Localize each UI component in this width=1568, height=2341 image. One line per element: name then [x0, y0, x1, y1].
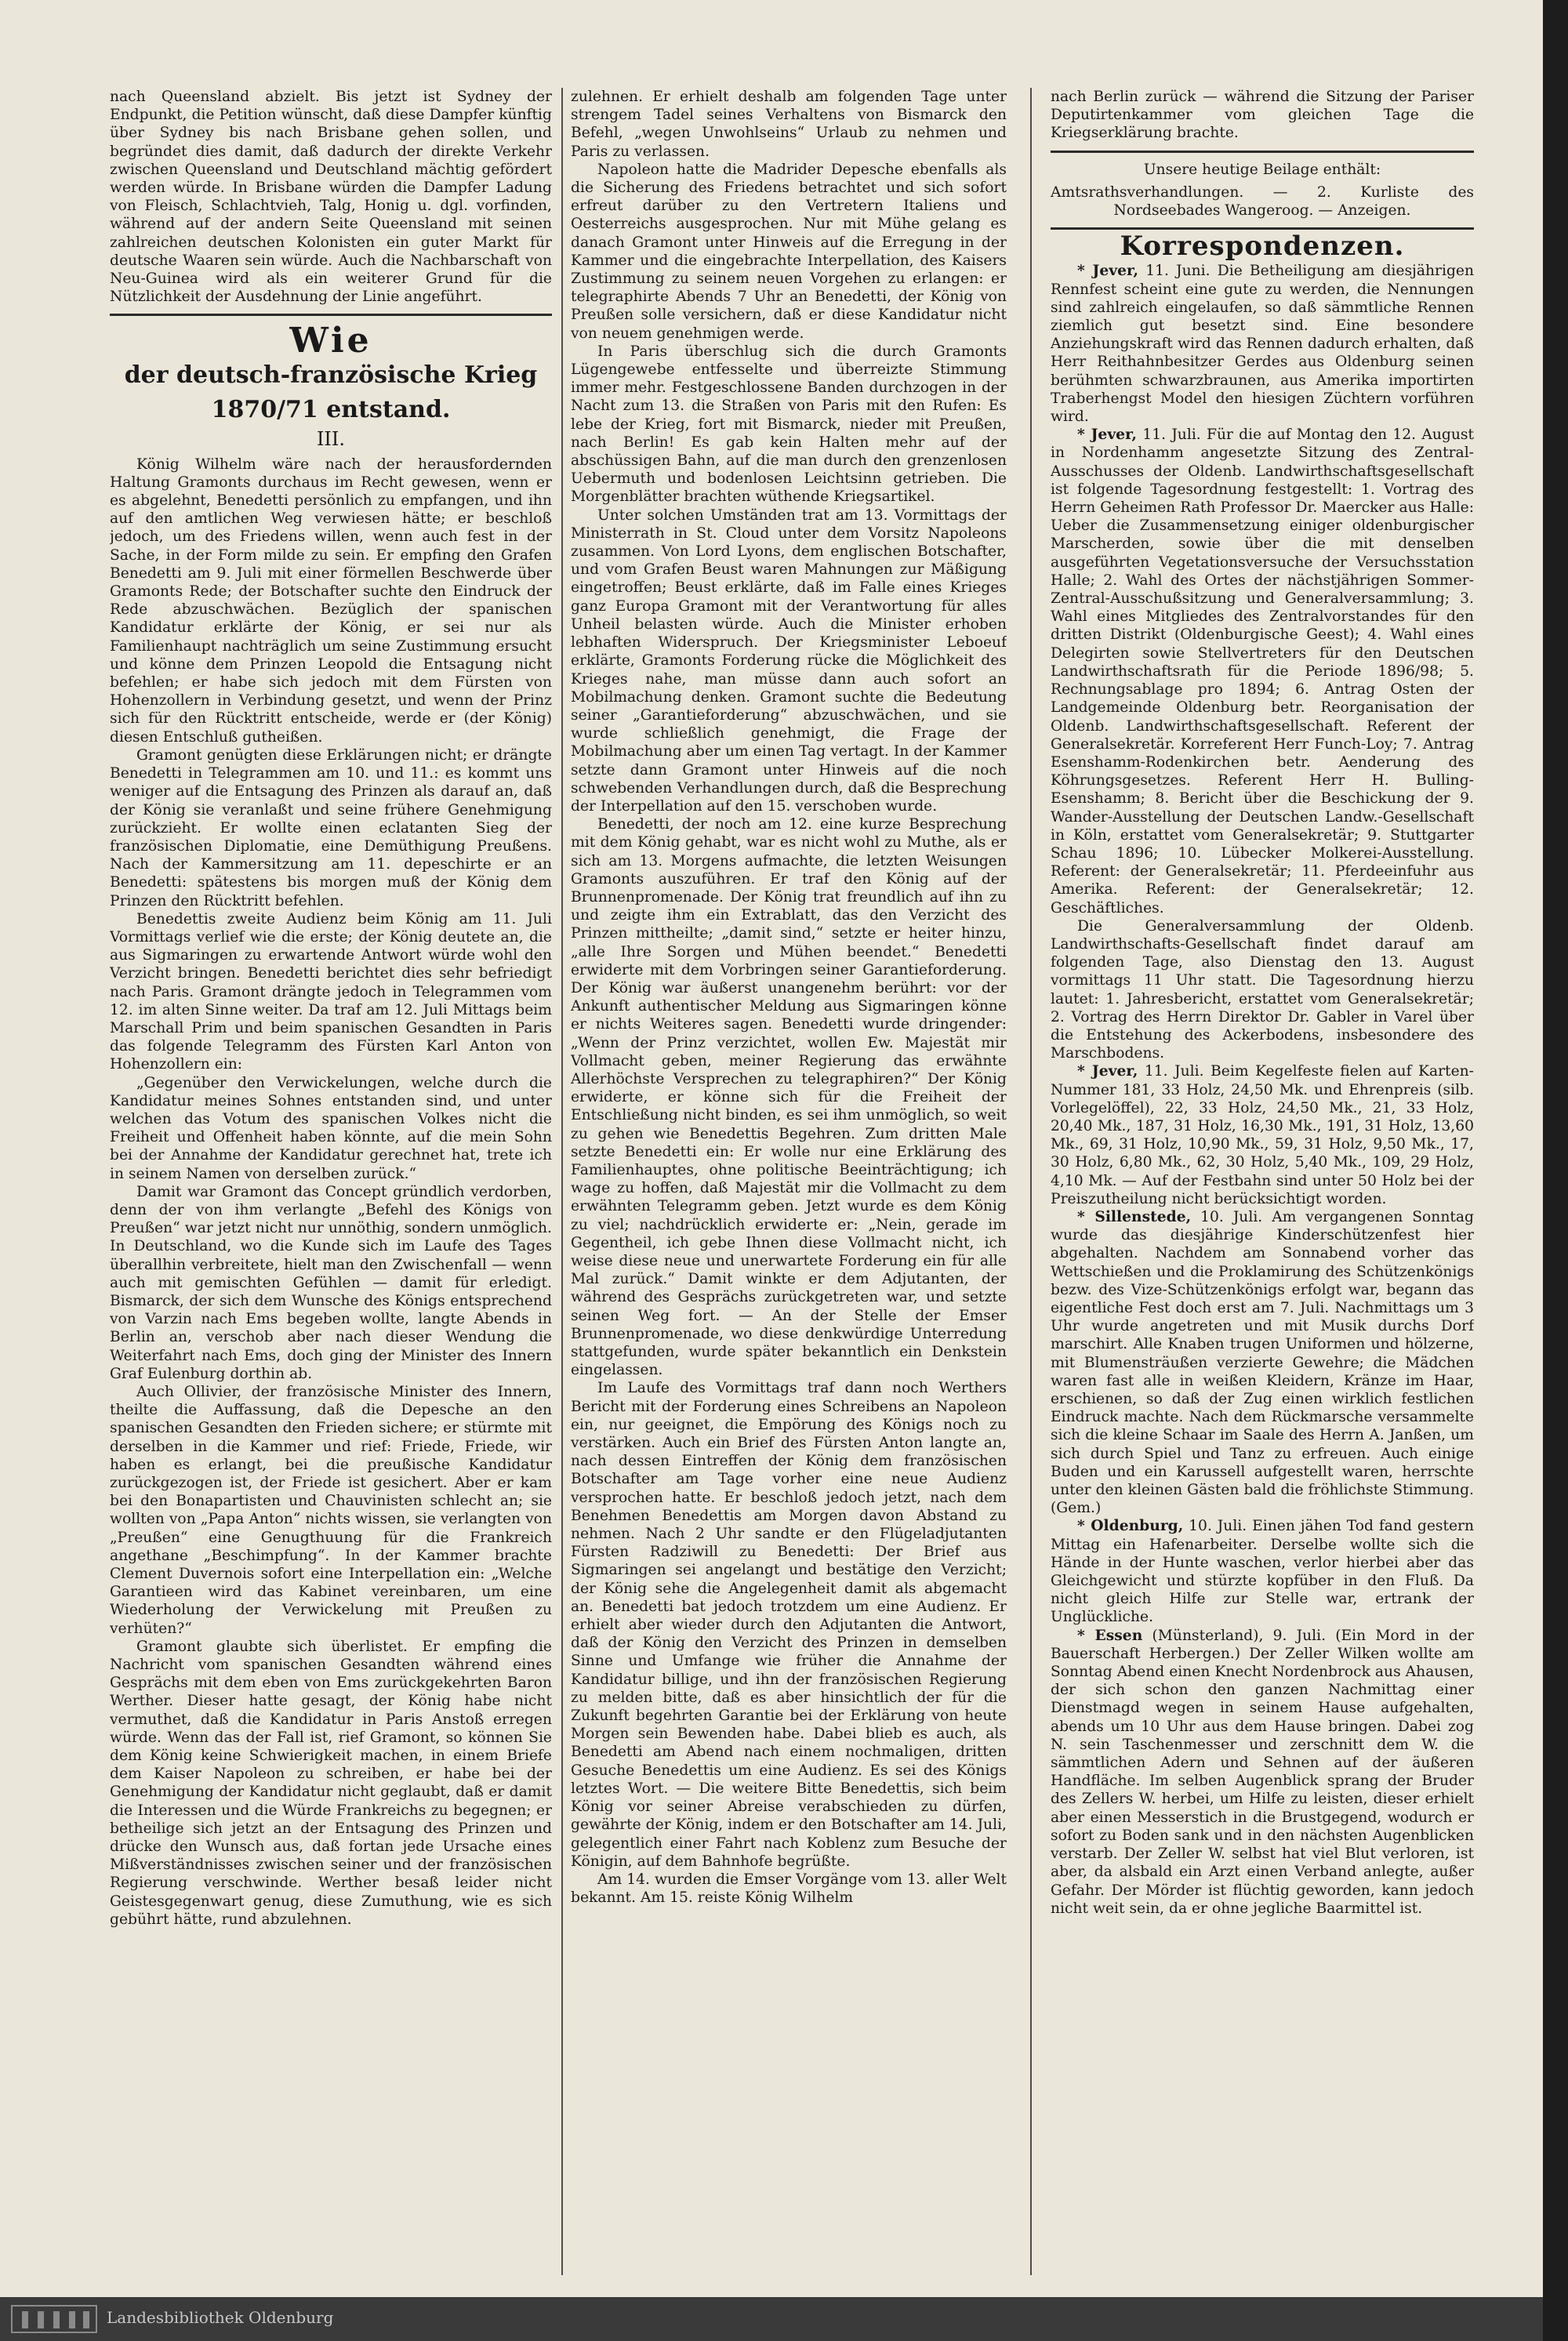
- paragraph: Auch Ollivier, der französische Minister des Innern, theilte die Auffassung, daß die Depesche an den spanischen Gesandten den Frieden sichere; er stürmte mit derselben in die Kammer und rief: Friede, Friede, wir haben es erlangt, bei die preußische Kandidatur zurückgezogen ist, der Friede ist gesichert. Aber er kam bei den Bonapartisten und Chauvinisten schlecht an; sie wollten von „Papa Anton“ nichts wissen, sie verlangten von „Preußen“ eine Genugthuung für die Frankreich angethane „Beschimpfung“. In der Kammer brachte Clement Duvernois sofort eine Interpellation ein: „Welche Garantieen wird das Kabinet vereinbaren, um eine Wiederholung der Verwickelung mit Preußen zu verhüten?“: [110, 1384, 552, 1637]
- scan-edge: [1543, 0, 1568, 2341]
- column-1: [110, 88, 552, 2283]
- supplement-notice: [1051, 161, 1474, 220]
- column-rule: [1030, 88, 1032, 2275]
- column-3: [1051, 88, 1474, 2283]
- divider: [1051, 151, 1474, 153]
- item-text: 10. Juli. Einen jähen Tod fand gestern Mittag ein Hafenarbeiter. Derselbe wollte sich die Hände in der Hunte waschen, verlor hierbei aber das Gleichgewicht und stürzte kopfüber in den Fluß. Da nicht gleich Hilfe zur Stelle war, ertrank der Unglückliche.: [1051, 1518, 1474, 1626]
- article-title: [110, 321, 552, 427]
- article-title-line-2: der deutsch-französische Krieg 1870/71 entstand.: [124, 361, 538, 424]
- paragraph: Benedettis zweite Audienz beim König am 11. Juli Vormittags verlief wie die erste; der König deutete an, die aus Sigmaringen zu erwartende Antwort würde wohl den Verzicht bringen. Benedetti berichtet dies sehr befriedigt nach Paris. Gramont drängte jedoch in Telegrammen vom 12. im alten Sinne weiter. Da traf am 12. Juli Mittags beim Marschall Prim und beim spanischen Gesandten in Paris das folgende Telegramm des Fürsten Karl Anton von Hohenzollern ein:: [110, 910, 552, 1073]
- paragraph: Am 14. wurden die Emser Vorgänge vom 13. aller Welt bekannt. Am 15. reiste König Wilhelm: [571, 1871, 1007, 1907]
- supplement-notice-body: Amtsrathsverhandlungen. — 2. Kurliste des Nordseebades Wangeroog. — Anzeigen.: [1051, 183, 1474, 220]
- dateline: * Oldenburg,: [1077, 1517, 1184, 1535]
- dateline: * Jever,: [1077, 262, 1138, 280]
- column-2: [571, 88, 1007, 2283]
- correspondence-item: [1051, 426, 1474, 916]
- correspondence-item: [1051, 1627, 1474, 1918]
- correspondence-item: [1051, 1517, 1474, 1626]
- article-fragment: nach Queensland abzielt. Bis jetzt ist Sydney der Endpunkt, die Petition wünscht, daß diese Dampfer künftig über Sydney bis nach Brisbane gehen sollen, und begründet dies damit, daß dadurch der direkte Verkehr zwischen Queensland und Deutschland mächtig gefördert werden würde. In Brisbane würden die Dampfer Ladung von Fleisch, Schlachtvieh, Talg, Honig u. dgl. vorfinden, während auf der andern Seite Queensland mit seinen zahlreichen deutschen Kolonisten ein guter Markt für deutsche Waaren sein würde. Auch die Nachbarschaft von Neu-Guinea wird als ein weiterer Grund für die Nützlichkeit der Ausdehnung der Linie angeführt.: [110, 89, 552, 306]
- paragraph: Gramont genügten diese Erklärungen nicht; er drängte Benedetti in Telegrammen am 10. und 11.: es kommt uns weniger auf die Entsagung des Prinzen als darauf an, daß der König sie veranlaßt und seine frühere Genehmigung zurückzieht. Er wollte einen eclatanten Sieg der französischen Diplomatie, eine Demüthigung Preußens. Nach der Kammersitzung am 11. depeschirte er an Benedetti: spätestens bis morgen muß der König dem Prinzen den Rücktritt befehlen.: [110, 746, 552, 909]
- correspondence-item: [1051, 1208, 1474, 1517]
- correspondence-item: [1051, 262, 1474, 426]
- item-text: (Münsterland), 9. Juli. (Ein Mord in der Bauerschaft Herbergen.) Der Zeller Wilken wollte am Sonntag Abend einen Knecht Nordenbrock aus Ahausen, der sich schon den ganzen Nachmittag einer Dienstmagd wegen in seinem Hause aufgehalten, abends um 10 Uhr aus dem Hause bringen. Dabei zog N. sein Taschenmesser und zerschnitt dem W. die sämmtlichen Adern und Sehnen auf der äußeren Handfläche. Im selben Augenblick sprang der Bruder des Zellers W. herbei, um Hilfe zu leisten, dieser erhielt aber einen Messerstich in die Brustgegend, wodurch er sofort zu Boden sank und in den nächsten Augenblicken verstarb. Der Zeller W. selbst hat viel Blut verloren, ist aber, da alsbald ein Arzt einen Verband anlegte, außer Gefahr. Der Mörder ist flüchtig geworden, kann jedoch nicht weit sein, da er ohne jegliche Baarmittel ist.: [1051, 1627, 1474, 1917]
- paragraph: Die Generalversammlung der Oldenb. Landwirthschafts-Gesellschaft findet darauf am folgenden Tage, also Dienstag den 13. August vormittags 11 Uhr statt. Die Tagesordnung hierzu lautet: 1. Jahresbericht, erstattet vom Generalsekretär; 2. Vortrag des Herrn Direktor Dr. Gabler in Varel über die Entstehung des Ackerbodens, insbesondere des Marschbodens.: [1051, 917, 1474, 1062]
- paragraph: Damit war Gramont das Concept gründlich verdorben, denn der von ihm verlangte „Befehl des Königs von Preußen“ war jetzt nicht nur unnöthig, sondern unmöglich. In Deutschland, wo die Kunde sich im Laufe des Tages überallhin verbreitete, hielt man den Zwischenfall — wenn auch mit gemischten Gefühlen — damit für erledigt. Bismarck, der sich dem Wunsche des Königs entsprechend von Varzin nach Ems begeben wollte, langte Abends in Berlin an, verschob aber nach dieser Wendung die Weiterfahrt nach Ems, doch ging der Minister des Innern Graf Eulenburg dorthin ab.: [110, 1183, 552, 1382]
- paragraph: Napoleon hatte die Madrider Depesche ebenfalls als die Sicherung des Friedens betrachtet und sich sofort erfreut darüber zu den Vertretern Italiens und Oesterreichs ausgesprochen. Nur mit Mühe gelang es danach Gramont unter Hinweis auf die Erregung in der Kammer und die eingebrachte Interpellation, des Kaisers Zustimmung zu seinem neuen Vorgehen zu erlangen: er telegraphirte Abends 7 Uhr an Benedetti, der König von Preußen solle versichern, daß er diese Kandidatur nicht von neuem genehmigen werde.: [571, 161, 1007, 342]
- paragraph: In Paris überschlug sich die durch Gramonts Lügengewebe entfesselte und überreizte Stimmung immer mehr. Festgeschlossene Banden durchzogen in der Nacht zum 13. die Straßen von Paris mit den Rufen: Es lebe der Krieg, fort mit Bismarck, nieder mit Preußen, nach Berlin! Es gab kein Halten mehr auf der abschüssigen Bahn, auf die man durch den grenzenlosen Uebermuth und bodenlosen Leichtsinn getrieben. Die Morgenblätter brachten wüthende Kriegsartikel.: [571, 343, 1007, 506]
- quote-paragraph: „Gegenüber den Verwickelungen, welche durch die Kandidatur meines Sohnes entstanden sind, und unter welchen das Votum des spanischen Volkes nicht die Freiheit und Offenheit haben könnte, auf die mein Sohn bei der Annahme der Kandidatur gerechnet hat, trete ich in seinem Namen von derselben zurück.“: [110, 1074, 552, 1182]
- dateline: * Jever,: [1077, 1062, 1138, 1080]
- paragraph: nach Berlin zurück — während die Sitzung der Pariser Deputirtenkammer vom gleichen Tage die Kriegserklärung brachte.: [1051, 89, 1474, 142]
- item-text: 11. Juni. Die Betheiligung am diesjährigen Rennfest scheint eine gute zu werden, die Nennungen sind zahlreich eingelaufen, so daß sämmtliche Rennen ziemlich gut besetzt sind. Eine besondere Anziehungskraft wird das Rennen dadurch erhalten, daß Herr Reithahnbesitzer Gerdes aus Oldenburg seinen berühmten schwarzbraunen, aus Amerika importirten Traberhengst Model den hiesigen Züchtern vorführen wird.: [1051, 263, 1474, 426]
- paragraph: Benedetti, der noch am 12. eine kurze Besprechung mit dem König gehabt, war es nicht wohl zu Muthe, als er sich am 13. Morgens aufmachte, die letzten Weisungen Gramonts auszuführen. Er traf den König auf der Brunnenpromenade. Der König trat freundlich auf ihn zu und zeigte ihm ein Extrablatt, das den Verzicht des Prinzen mittheilte; „damit sind,“ setzte er heiter hinzu, „alle Ihre Sorgen und Mühen beendet.“ Benedetti erwiderte mit dem Vorbringen seiner Garantieforderung. Der König war äußerst unangenehm berührt: vor der Ankunft authentischer Meldung aus Sigmaringen könne er nichts Weiteres sagen. Benedetti wurde dringender: „Wenn der Prinz verzichtet, wollen Ew. Majestät mir Vollmacht geben, meiner Regierung das erwähnte Allerhöchste Versprechen zu telegraphiren?“ Der König erwiderte, er könne sich für die Freiheit der Entschließung nicht binden, es sei ihm unmöglich, so weit zu gehen wie Benedettis Begehren. Zum dritten Male setzte Benedetti ein: Er wolle nur eine Erklärung des Familienhauptes, ohne politische Beeinträchtigung; ich wage zu hoffen, daß Majestät mir die Vollmacht zu dem erwähnten Telegramm geben. Jetzt wurde es dem König zu viel; nachdrücklich erwiderte er: „Nein, gerade im Gegentheil, ich gebe Ihnen diese Vollmacht nicht, ich weise diese neue und unerwartete Forderung ein für alle Mal zurück.“ Damit winkte er dem Adjutanten, der während des Gesprächs zurückgetreten war, und setzte seinen Weg fort. — An der Stelle der Emser Brunnenpromenade, wo diese denkwürdige Unterredung stattgefunden, wurde später bekanntlich ein Denkstein eingelassen.: [571, 816, 1007, 1379]
- item-text: 11. Juli. Beim Kegelfeste fielen auf Karten-Nummer 181, 33 Holz, 24,50 Mk. und Ehrenpreis (silb. Vorlegelöffel), 22, 33 Holz, 24,50 Mk., 21, 33 Holz, 20,40 Mk., 187, 31 Holz, 16,30 Mk., 191, 31 Holz, 13,60 Mk., 69, 31 Holz, 10,90 Mk., 59, 31 Holz, 9,50 Mk., 17, 30 Holz, 6,80 Mk., 62, 30 Holz, 5,40 Mk., 109, 29 Holz, 4,10 Mk. — Auf der Festbahn sind unter 50 Holz bei der Preiszutheilung nicht berücksichtigt worden.: [1051, 1063, 1474, 1207]
- correspondence-item: [1051, 1062, 1474, 1208]
- article-title-line-1: Wie: [289, 321, 372, 361]
- dateline: * Jever,: [1077, 426, 1138, 444]
- paragraph: Unter solchen Umständen trat am 13. Vormittags der Ministerrath in St. Cloud unter dem Vorsitz Napoleons zusammen. Von Lord Lyons, dem englischen Botschafter, und vom Grafen Beust waren Mahnungen zur Mäßigung eingetroffen; Beust erklärte, daß im Falle eines Krieges ganz Europa Gramont mit der Verantwortung für alles Unheil belasten würde. Auch die Minister erhoben lebhaften Widerspruch. Der Kriegsminister Leboeuf erklärte, Gramonts Forderung rücke die Möglichkeit des Krieges nahe, man müsse dann auch sofort an Mobilmachung denken. Gramont suchte die Bedeutung seiner „Garantieforderung“ abzuschwächen, und sie wurde schließlich genehmigt, die Frage der Mobilmachung aber um einen Tag vertagt. In der Kammer setzte dann Gramont unter Hinweis auf die noch schwebenden Verhandlungen durch, daß die Besprechung der Interpellation auf den 15. verschoben wurde.: [571, 506, 1007, 815]
- divider: [110, 314, 552, 316]
- column-rule: [561, 88, 563, 2275]
- paragraph: Gramont glaubte sich überlistet. Er empfing die Nachricht vom spanischen Gesandten während eines Gesprächs mit dem eben von Ems zurückgekehrten Baron Werther. Dieser hatte gesagt, der König habe nicht vermuthet, daß die Kandidatur in Paris Anstoß erregen würde. Wenn das der Fall ist, rief Gramont, so können Sie dem König keine Schwierigkeit machen, in einem Briefe dem Kaiser Napoleon zu schreiben, er habe bei der Genehmigung der Kandidatur nicht geglaubt, daß er damit die Interessen und die Würde Frankreichs zu begegnen; er betheilige sich jetzt an der Entsagung des Prinzen und drücke den Wunsch aus, daß fortan jede Ursache eines Mißverständnisses zwischen seiner und der französischen Regierung verschwinde. Werther besaß leider nicht Geistesgegenwart genug, diese Zumuthung, wie es sich gebührt hätte, rund abzulehnen.: [110, 1638, 552, 1928]
- footer-bar: [0, 2297, 1543, 2341]
- supplement-notice-title: Unsere heutige Beilage enthält:: [1143, 161, 1381, 178]
- section-title: Korrespondenzen.: [1120, 230, 1405, 263]
- article-part-number: III.: [316, 428, 346, 451]
- divider: [1051, 227, 1474, 230]
- item-text: 11. Juli. Für die auf Montag den 12. August in Nordenhamm angesetzte Sitzung des Zentral-Ausschusses der Oldenb. Landwirthschaftsgesellschaft ist folgende Tagesordnung festgestellt: 1. Vortrag des Herrn Geheimen Rath Professor Dr. Maercker aus Halle: Ueber die Zusammensetzung einiger oldenburgischer Marscherden, sowie über die mit denselben ausgeführten Vegetationsversuche der Versuchsstation Halle; 2. Wahl des Ortes der nächstjährigen Sommer-Zentral-Ausschußsitzung und Generalversammlung; 3. Wahl eines Mitgliedes des Zentralvorstandes für den dritten Distrikt (Oldenburgische Geest); 4. Wahl eines Delegirten sowie Stellvertreters für den Deutschen Landwirthschaftsrath für die Periode 1896/98; 5. Rechnungsablage pro 1894; 6. Antrag Osten der Landgemeinde Oldenburg betr. Reorganisation der Oldenb. Landwirthschaftsgesellschaft. Referent der Generalsekretär. Korreferent Herr Funch-Loy; 7. Antrag Esenshamm-Rodenkirchen betr. Aenderung des Köhrungsgesetzes. Referent Herr H. Bulling-Esenshamm; 8. Bericht über die Beschickung der 9. Wander-Ausstellung der Deutschen Landw.-Gesellschaft in Köln, erstattet vom Generalsekretär; 9. Stuttgarter Schau 1896; 10. Lübecker Molkerei-Ausstellung. Referent: der Generalsekretär; 11. Pferdeeinfuhr aus Amerika. Referent: der Generalsekretär; 12. Geschäftliches.: [1051, 426, 1474, 916]
- library-building-icon: [11, 2305, 97, 2333]
- library-credit: Landesbibliothek Oldenburg: [107, 2308, 334, 2327]
- dateline: * Sillenstede,: [1077, 1207, 1192, 1225]
- item-text: 10. Juli. Am vergangenen Sonntag wurde das diesjährige Kinderschützenfest hier abgehalten. Nachdem am Sonnabend vorher das Wettschießen und die Proklamirung des Schützenkönigs bezw. des Vize-Schützenkönigs erfolgt war, begann das eigentliche Fest doch erst am 7. Juli. Nachmittags um 3 Uhr wurde angetreten und mit Musik durchs Dorf marschirt. Alle Knaben trugen Uniformen und hölzerne, mit Blumensträußen verzierte Gewehre; die Mädchen waren fast alle in weißen Kleidern, Kränze im Haar, erschienen, so daß der Zug einen wirklich festlichen Eindruck machte. Nach dem Rückmarsche versammelte sich die kleine Schaar im Saale des Herrn A. Janßen, um sich durch Spiel und Tanz zu erfreuen. Auch einige Buden und ein Karussell aufgestellt waren, herrschte unter den kleinen Gästen bald die fröhlichste Stimmung. (Gem.): [1051, 1208, 1474, 1517]
- paragraph: zulehnen. Er erhielt deshalb am folgenden Tage unter strengem Tadel seines Verhaltens von Bismarck den Befehl, „wegen Unwohlseins“ Urlaub zu nehmen und Paris zu verlassen.: [571, 89, 1007, 160]
- dateline: * Essen: [1077, 1626, 1143, 1644]
- paragraph: König Wilhelm wäre nach der herausfordernden Haltung Gramonts durchaus im Recht gewesen, wenn er es abgelehnt, Benedetti persönlich zu empfangen, und ihn auf den amtlichen Weg verwiesen hätte; er beschloß jedoch, um des Friedens willen, wenn auch fest in der Sache, in der Form milde zu sein. Er empfing den Grafen Benedetti am 9. Juli mit einer förmellen Beschwerde über Gramonts Rede; der Botschafter suchte den Eindruck der Rede abzuschwächen. Bezüglich der spanischen Kandidatur erklärte der König, er sei nur als Familienhaupt nachträglich um seine Zustimmung ersucht und könne dem Prinzen Leopold die Entsagung nicht befehlen; er habe sich jedoch mit dem Fürsten von Hohenzollern in Verbindung gesetzt, und wenn der Prinz sich für den Rücktritt entscheide, werde er (der König) diesen Entschluß gutheißen.: [110, 455, 552, 746]
- paragraph: Im Laufe des Vormittags traf dann noch Werthers Bericht mit der Forderung eines Schreibens an Napoleon ein, nur geeignet, die Empörung des Königs noch zu verstärken. Auch ein Brief des Fürsten Anton langte an, nach dessen Eintreffen der König dem französischen Botschafter am Tage vorher eine neue Audienz versprochen hatte. Er beschloß jedoch jetzt, nach dem Benehmen Benedettis am Morgen davon Abstand zu nehmen. Nach 2 Uhr sandte er den Flügeladjutanten Fürsten Radziwill zu Benedetti: Der Brief aus Sigmaringen sei angelangt und bestätige den Verzicht; der König sehe die Angelegenheit damit als abgemacht an. Benedetti bat jedoch trotzdem um eine Audienz. Er erhielt aber wieder durch den Adjutanten die Antwort, daß der König den Verzicht des Prinzen in demselben Sinne und Umfange wie früher die Annahme der Kandidatur billige, und ihn der französischen Regierung zu melden bitte, daß es aber hinsichtlich der für die Zukunft begehrten Garantie bei der Erklärung von heute Morgen sein Bewenden habe. Dabei blieb es auch, als Benedetti am Abend nach einem nochmaligen, dritten Gesuche Benedettis um eine Audienz. Es sei des Königs letztes Wort. — Die weitere Bitte Benedettis, sich beim König vor seiner Abreise verabschieden zu dürfen, gewährte der König, indem er den Botschafter am 14. Juli, gelegentlich einer Fahrt nach Koblenz zum Besuche der Königin, auf dem Bahnhofe begrüßte.: [571, 1380, 1007, 1870]
